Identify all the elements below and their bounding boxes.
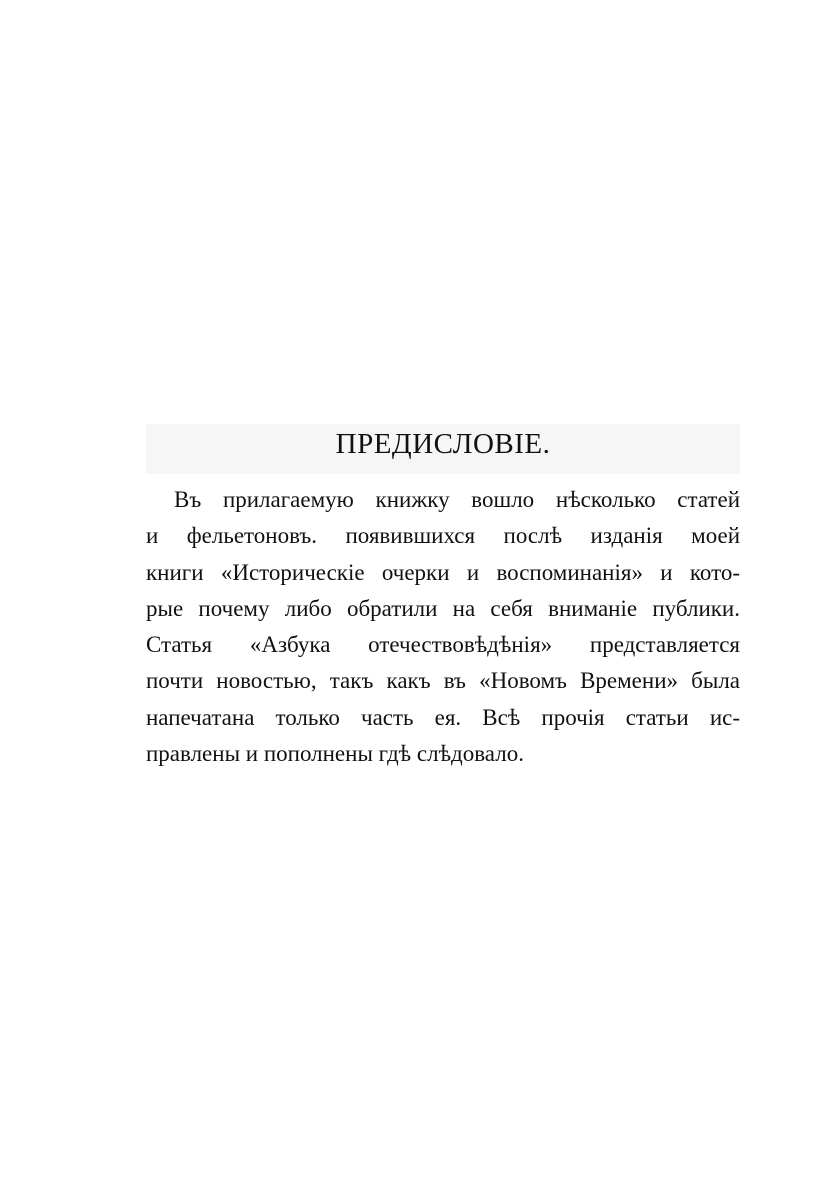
text-line-3: книги «Историческіе очерки и воспоминанія» и кото- xyxy=(146,559,740,585)
text-line-6: почти новостью, такъ какъ въ «Новомъ Времени» была xyxy=(146,668,740,694)
text-line-5: Статья «Азбука отечествовѣдѣнія» представляется xyxy=(146,632,740,658)
preface-text xyxy=(146,482,740,772)
text-line-1: Въ прилагаемую книжку вошло нѣсколько статей xyxy=(174,487,740,512)
text-line-2: и фельетоновъ. появившихся послѣ изданія моей xyxy=(146,523,740,549)
text-line-8: правлены и пополнены гдѣ слѣдовало. xyxy=(146,741,524,767)
page-title: ПРЕДИСЛОВІЕ. xyxy=(335,428,551,460)
text-line-4: рые почему либо обратили на себя вниманіе публики. xyxy=(146,595,740,621)
text-line-7: напечатана только часть ея. Всѣ прочія статьи ис- xyxy=(146,704,740,730)
